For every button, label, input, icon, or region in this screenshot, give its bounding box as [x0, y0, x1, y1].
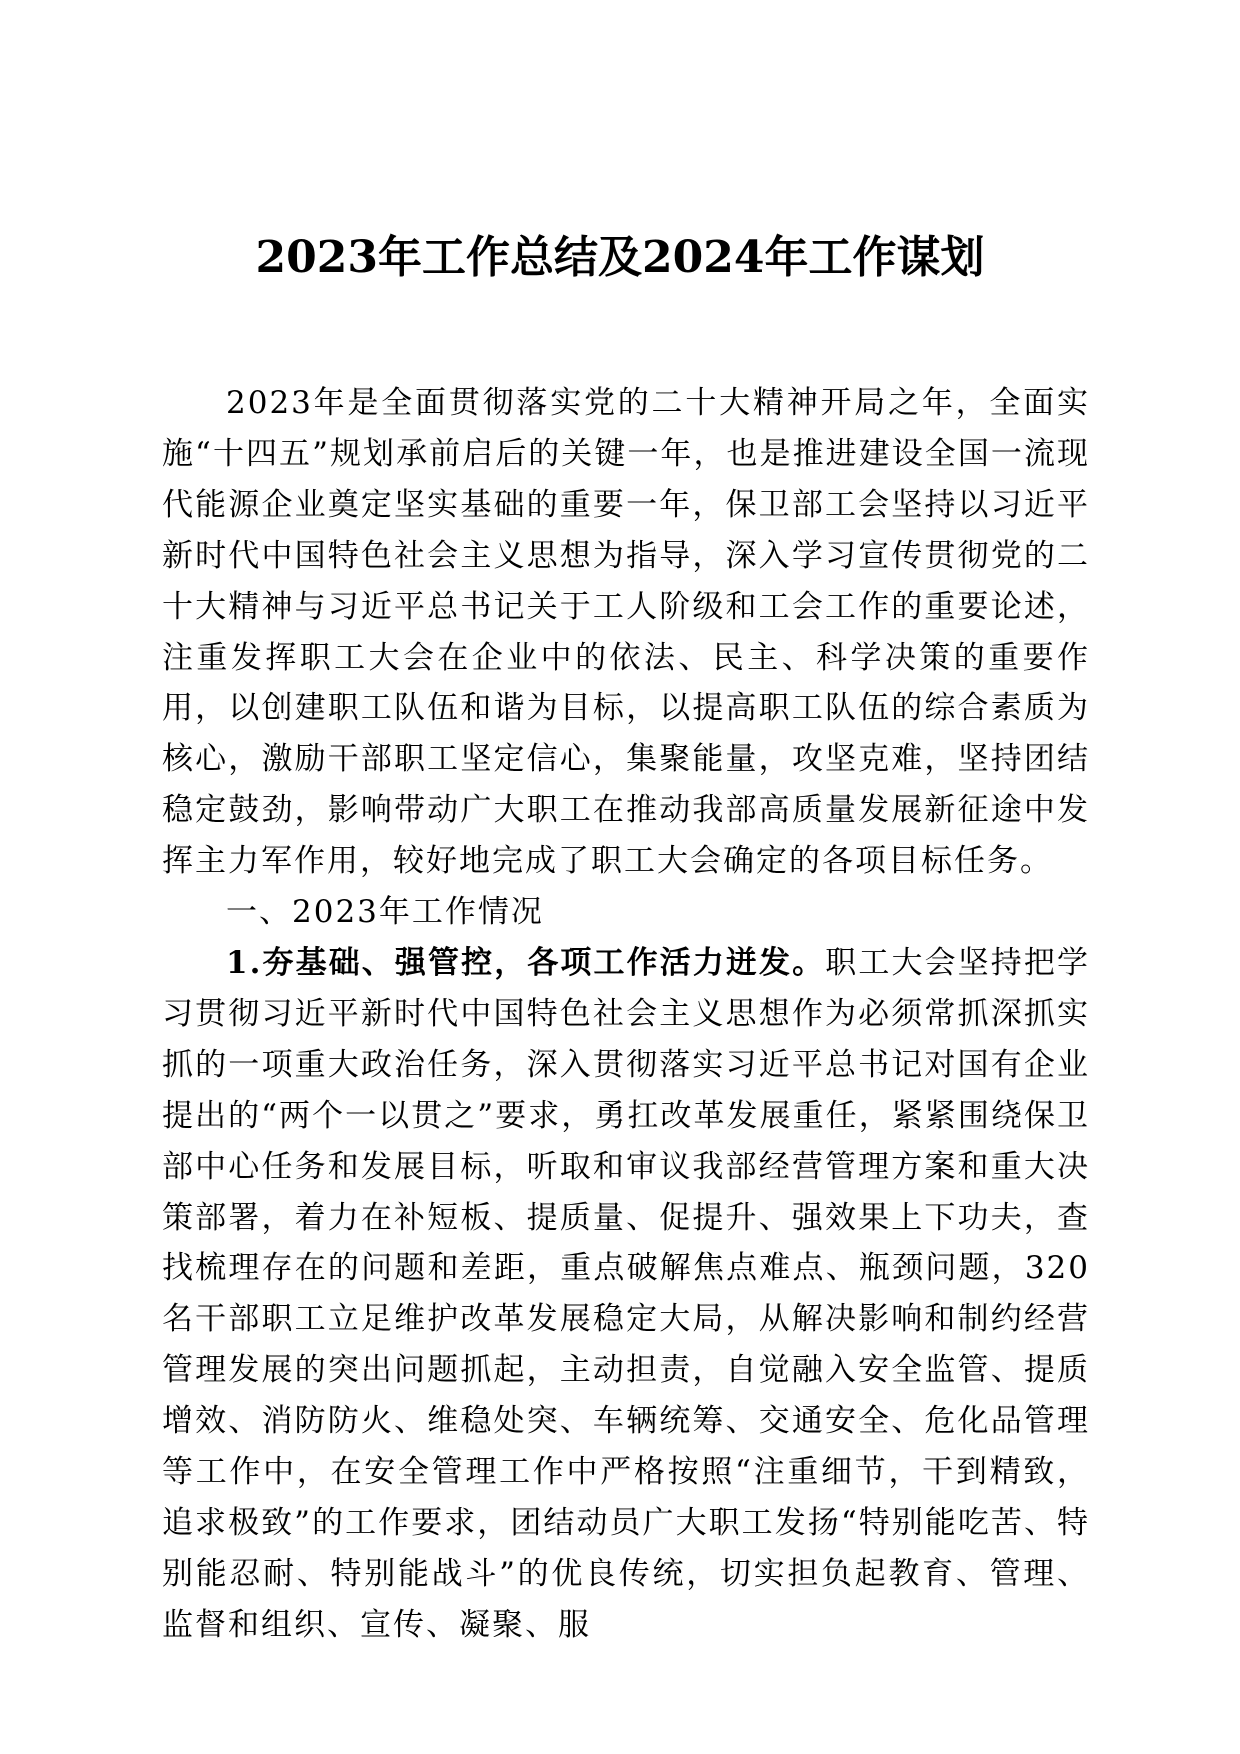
document-body — [162, 378, 1090, 1651]
item-paragraph — [162, 938, 1090, 1651]
section-heading: 一、2023年工作情况 — [226, 894, 544, 931]
item-body: 职工大会坚持把学习贯彻习近平新时代中国特色社会主义思想作为必须常抓深抓实抓的一项重大政治任务，深入贯彻落实习近平总书记对国有企业提出的“两个一以贯之”要求，勇扛改革发展重任，紧紧围绕保卫部中心任务和发展目标，听取和审议我部经营管理方案和重大决策部署，着力在补短板、提质量、促提升、强效果上下功夫，查找梳理存在的问题和差距，重点破解焦点难点、瓶颈问题，320名干部职工立足维护改革发展稳定大局，从解决影响和制约经营管理发展的突出问题抓起，主动担责，自觉融入安全监管、提质增效、消防防火、维稳处突、车辆统筹、交通安全、危化品管理等工作中，在安全管理工作中严格按照“注重细节，干到精致，追求极致”的工作要求，团结动员广大职工发扬“特别能吃苦、特别能忍耐、特别能战斗”的优良传统，切实担负起教育、管理、监督和组织、宣传、凝聚、服 — [162, 944, 1090, 1643]
item-title: 1.夯基础、强管控，各项工作活力迸发。 — [226, 944, 826, 981]
document-title: 2023年工作总结及2024年工作谋划 — [255, 232, 985, 283]
intro-paragraph: 2023年是全面贯彻落实党的二十大精神开局之年，全面实施“十四五”规划承前启后的关键一年，也是推进建设全国一流现代能源企业奠定坚实基础的重要一年，保卫部工会坚持以习近平新时代中国特色社会主义思想为指导，深入学习宣传贯彻党的二十大精神与习近平总书记关于工人阶级和工会工作的重要论述，注重发挥职工大会在企业中的依法、民主、科学决策的重要作用，以创建职工队伍和谐为目标，以提高职工队伍的综合素质为核心，激励干部职工坚定信心，集聚能量，攻坚克难，坚持团结稳定鼓劲，影响带动广大职工在推动我部高质量发展新征途中发挥主力军作用，较好地完成了职工大会确定的各项目标任务。 — [162, 385, 1090, 880]
